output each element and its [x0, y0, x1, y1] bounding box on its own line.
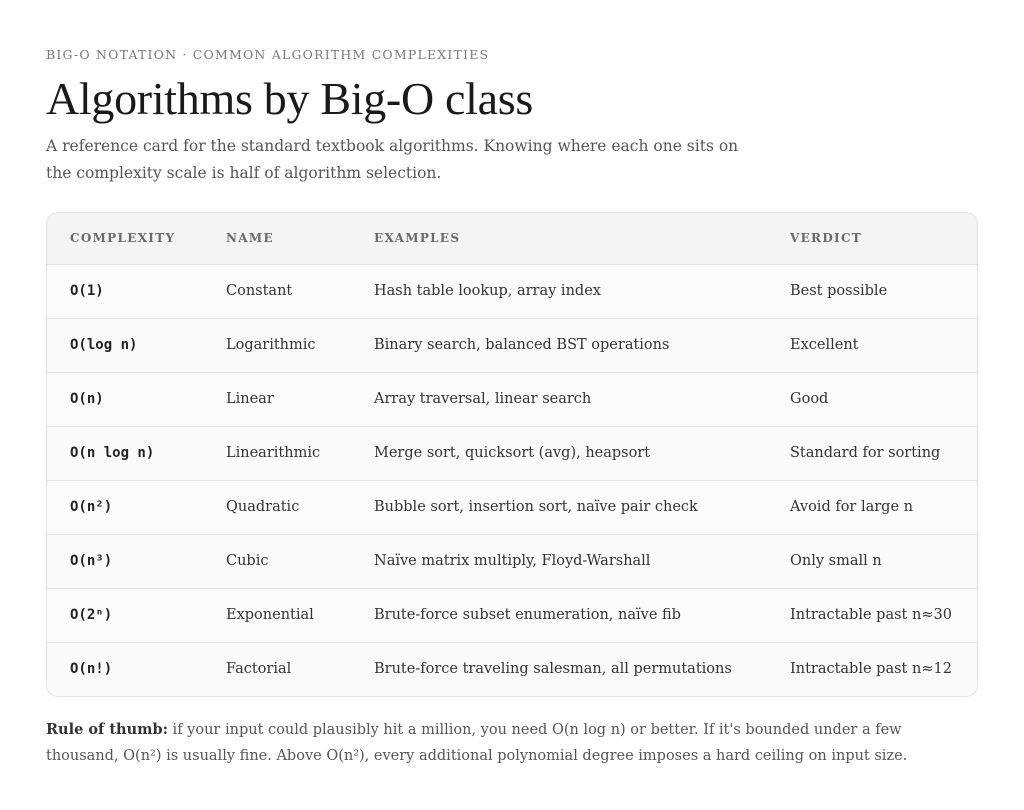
table-row	[47, 372, 977, 426]
examples-cell: Merge sort, quicksort (avg), heapsort	[351, 426, 767, 480]
examples-cell: Binary search, balanced BST operations	[351, 318, 767, 372]
column-header-complexity: COMPLEXITY	[47, 213, 203, 264]
verdict-cell: Good	[767, 372, 977, 426]
examples-cell: Brute-force subset enumeration, naïve fib	[351, 588, 767, 642]
name-cell: Cubic	[203, 534, 351, 588]
complexity-cell: O(n log n)	[47, 426, 203, 480]
table-row	[47, 534, 977, 588]
examples-cell: Hash table lookup, array index	[374, 283, 601, 299]
lede: A reference card for the standard textbook algorithms. Knowing where each one sits on the complexity scale is half of algorithm selection.	[46, 137, 739, 182]
complexity-cell: O(n!)	[47, 642, 203, 696]
complexity-cell: O(n)	[47, 372, 203, 426]
name-cell: Factorial	[203, 642, 351, 696]
page	[0, 0, 1024, 187]
complexity-cell: O(n³)	[47, 534, 203, 588]
complexity-cell: O(2ⁿ)	[47, 588, 203, 642]
column-header-examples: EXAMPLES	[351, 213, 767, 264]
complexity-cell: O(log n)	[47, 318, 203, 372]
table-row	[47, 480, 977, 534]
verdict-cell: Intractable past n≈12	[767, 642, 977, 696]
name-cell: Linear	[203, 372, 351, 426]
examples-cell: Naïve matrix multiply, Floyd-Warshall	[351, 534, 767, 588]
eyebrow: BIG-O NOTATION · COMMON ALGORITHM COMPLEXITIES	[46, 47, 490, 62]
table-row	[47, 426, 977, 480]
complexity-table	[47, 213, 977, 696]
table-row	[47, 264, 977, 318]
table-row	[47, 642, 977, 696]
examples-cell: Bubble sort, insertion sort, naïve pair check	[351, 480, 767, 534]
examples-cell: Brute-force traveling salesman, all permutations	[351, 642, 767, 696]
rule-of-thumb-label: Rule of thumb:	[46, 721, 168, 738]
table-row	[47, 588, 977, 642]
column-header-name: NAME	[203, 213, 351, 264]
rule-of-thumb	[46, 717, 976, 769]
page-title: Algorithms by Big-O class	[46, 73, 533, 124]
verdict-cell: Excellent	[767, 318, 977, 372]
name-cell: Constant	[226, 283, 293, 299]
verdict-cell: Intractable past n≈30	[767, 588, 977, 642]
column-header-verdict: VERDICT	[767, 213, 977, 264]
table-row	[47, 318, 977, 372]
verdict-cell: Only small n	[767, 534, 977, 588]
name-cell: Quadratic	[203, 480, 351, 534]
complexity-cell: O(n²)	[47, 480, 203, 534]
verdict-cell: Avoid for large n	[767, 480, 977, 534]
name-cell: Linearithmic	[203, 426, 351, 480]
rule-of-thumb-text: if your input could plausibly hit a million, you need O(n log n) or better. If it's bounded under a few thousand, O(n²) is usually fine. Above O(n²), every additional polynomial degree imposes a hard ceiling on input size.	[46, 722, 908, 764]
table-header-row	[47, 213, 977, 264]
verdict-cell: Standard for sorting	[767, 426, 977, 480]
name-cell: Exponential	[203, 588, 351, 642]
examples-cell: Array traversal, linear search	[351, 372, 767, 426]
verdict-cell: Best possible	[790, 283, 888, 299]
name-cell: Logarithmic	[203, 318, 351, 372]
complexity-table-card	[46, 212, 978, 697]
complexity-cell: O(1)	[70, 283, 104, 299]
